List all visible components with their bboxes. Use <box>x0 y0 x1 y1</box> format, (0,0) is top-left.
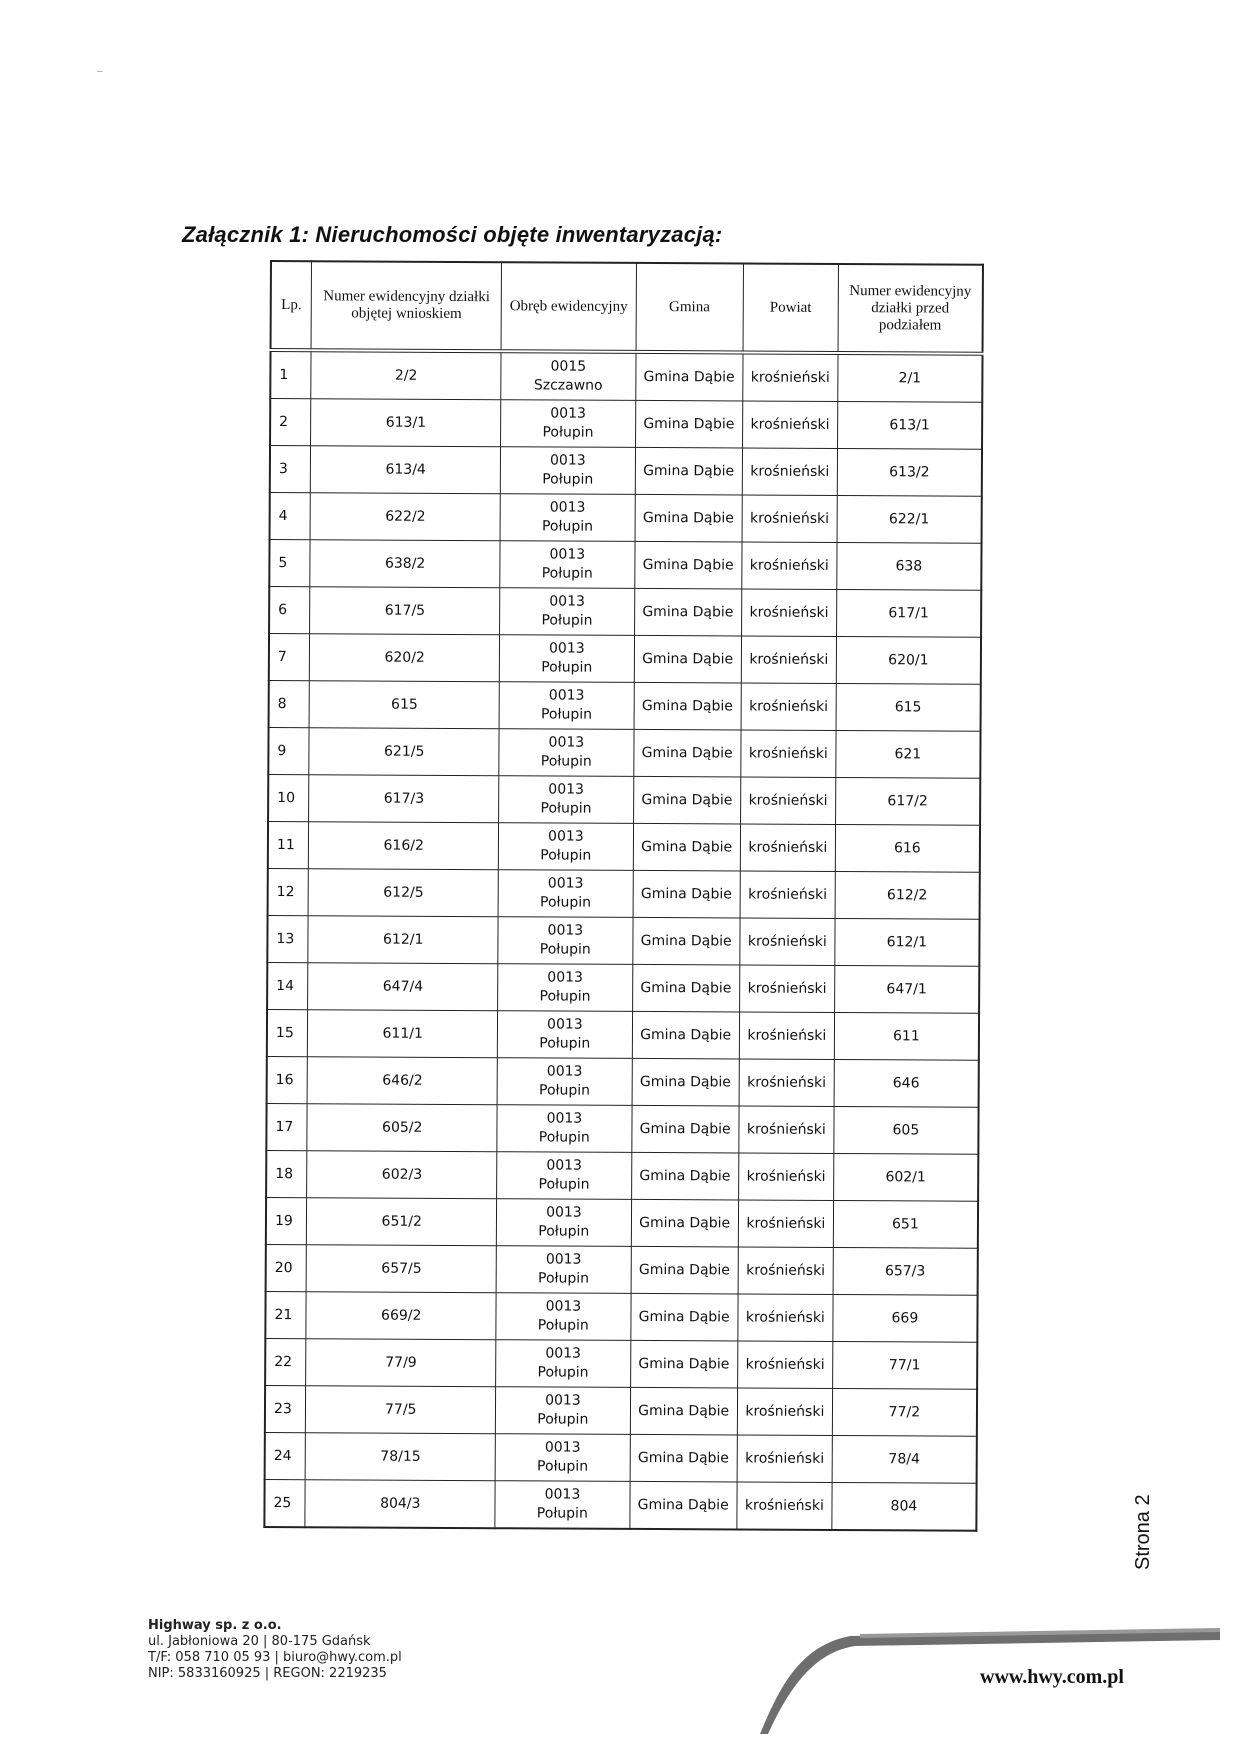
cell-obreb <box>497 1105 631 1153</box>
cell-obreb <box>498 870 632 918</box>
obreb-name: Połupin <box>538 1176 590 1193</box>
obreb-name: Połupin <box>540 706 593 723</box>
cell-gmina: Gmina Dąbie <box>630 1293 738 1341</box>
cell-przed: 617/2 <box>835 777 980 825</box>
page-number: Strona 2 <box>1132 1494 1154 1570</box>
cell-gmina: Gmina Dąbie <box>633 729 741 777</box>
table-row <box>268 821 980 872</box>
table-row <box>267 1009 979 1060</box>
cell-gmina: Gmina Dąbie <box>634 635 742 683</box>
obreb-code: 0013 <box>546 1063 583 1080</box>
cell-gmina: Gmina Dąbie <box>630 1340 738 1388</box>
header-gmina: Gmina <box>636 263 744 353</box>
cell-gmina: Gmina Dąbie <box>631 1152 739 1200</box>
cell-gmina: Gmina Dąbie <box>634 588 742 636</box>
cell-powiat: krośnieński <box>741 636 836 683</box>
table-row <box>270 493 982 544</box>
cell-gmina: Gmina Dąbie <box>635 400 743 448</box>
cell-lp: 19 <box>266 1197 307 1244</box>
obreb-name: Połupin <box>541 612 593 629</box>
table-row <box>267 915 979 966</box>
table-row <box>268 774 980 825</box>
cell-gmina: Gmina Dąbie <box>634 682 742 730</box>
cell-powiat: krośnieński <box>739 965 834 1012</box>
obreb-name: Połupin <box>540 800 592 817</box>
cell-lp: 25 <box>264 1479 305 1527</box>
cell-przed: 657/3 <box>833 1247 978 1295</box>
table-row <box>269 680 981 731</box>
obreb-name: Połupin <box>540 847 592 864</box>
cell-gmina: Gmina Dąbie <box>633 870 741 918</box>
obreb-name: Połupin <box>539 894 592 911</box>
cell-powiat: krośnieński <box>738 1341 833 1388</box>
cell-obreb <box>498 964 632 1012</box>
obreb-code: 0013 <box>545 1392 581 1409</box>
cell-obreb <box>501 400 635 448</box>
cell-lp: 13 <box>267 915 308 962</box>
obreb-code: 0013 <box>545 1251 582 1268</box>
cell-gmina: Gmina Dąbie <box>634 541 742 589</box>
footer-company-block <box>148 1618 402 1682</box>
cell-obreb <box>495 1434 629 1482</box>
cell-gmina: Gmina Dąbie <box>635 494 743 542</box>
cell-lp: 7 <box>269 634 310 681</box>
obreb-code: 0013 <box>546 1204 582 1221</box>
table-container <box>263 260 984 1532</box>
cell-lp: 17 <box>266 1103 307 1150</box>
cell-lp: 15 <box>267 1009 308 1056</box>
cell-przed: 616 <box>835 824 980 872</box>
cell-gmina: Gmina Dąbie <box>635 447 743 495</box>
obreb-name: Połupin <box>539 941 591 958</box>
cell-gmina: Gmina Dąbie <box>631 1199 739 1247</box>
cell-lp: 22 <box>265 1338 306 1385</box>
cell-lp: 2 <box>270 399 311 446</box>
cell-numer: 612/5 <box>308 869 498 917</box>
cell-obreb <box>500 541 634 589</box>
table-row <box>266 1197 978 1248</box>
cell-obreb <box>499 682 633 730</box>
obreb-code: 0013 <box>545 1345 582 1362</box>
cell-numer: 638/2 <box>310 540 500 588</box>
company-name: Highway sp. z o.o. <box>148 1618 282 1633</box>
cell-numer: 617/3 <box>309 775 499 823</box>
cell-lp: 12 <box>268 868 309 915</box>
cell-lp: 23 <box>265 1385 306 1432</box>
obreb-name: Połupin <box>538 1129 590 1146</box>
cell-powiat: krośnieński <box>740 777 835 824</box>
cell-obreb <box>500 588 634 636</box>
obreb-code: 0013 <box>549 640 585 657</box>
cell-lp: 21 <box>265 1291 306 1338</box>
cell-przed: 611 <box>834 1012 979 1060</box>
cell-przed: 602/1 <box>833 1153 978 1201</box>
cell-przed: 804 <box>832 1482 977 1530</box>
cell-obreb <box>499 823 633 871</box>
cell-lp: 11 <box>268 821 309 868</box>
cell-lp: 14 <box>267 962 308 1009</box>
cell-numer: 78/15 <box>305 1433 495 1481</box>
scan-speck: – <box>97 66 103 77</box>
obreb-name: Połupin <box>537 1317 589 1334</box>
cell-lp: 3 <box>270 446 311 493</box>
cell-przed: 621 <box>836 730 981 778</box>
obreb-name: Połupin <box>537 1364 589 1381</box>
table-row <box>266 1103 978 1154</box>
obreb-code: 0013 <box>546 1110 583 1127</box>
table-row <box>265 1432 977 1483</box>
obreb-code: 0013 <box>547 969 584 986</box>
obreb-name: Połupin <box>540 753 592 770</box>
cell-powiat: krośnieński <box>742 448 837 495</box>
cell-gmina: Gmina Dąbie <box>631 1105 739 1153</box>
cell-obreb <box>499 776 633 824</box>
cell-przed: 647/1 <box>834 965 979 1013</box>
cell-przed: 617/1 <box>836 589 981 637</box>
obreb-name: Połupin <box>536 1505 588 1522</box>
cell-obreb <box>498 917 632 965</box>
cell-powiat: krośnieński <box>739 1012 834 1059</box>
cell-gmina: Gmina Dąbie <box>632 1011 740 1059</box>
table-row <box>264 1479 976 1530</box>
obreb-code: 0013 <box>549 452 586 469</box>
obreb-name: Połupin <box>538 1270 590 1287</box>
cell-obreb <box>497 1152 631 1200</box>
table-header-row <box>271 261 983 354</box>
obreb-code: 0013 <box>548 828 584 845</box>
cell-obreb <box>497 1199 631 1247</box>
cell-numer: 612/1 <box>308 916 498 964</box>
page-title: Załącznik 1: Nieruchomości objęte inwentaryzacją: <box>182 222 723 247</box>
cell-gmina: Gmina Dąbie <box>633 823 741 871</box>
cell-powiat: krośnieński <box>742 401 837 448</box>
cell-obreb <box>496 1246 630 1294</box>
table-row <box>265 1385 977 1436</box>
obreb-code: 0013 <box>544 1439 581 1456</box>
footer-website: www.hwy.com.pl <box>980 1666 1124 1688</box>
cell-lp: 6 <box>269 587 310 634</box>
cell-obreb <box>496 1387 630 1435</box>
obreb-name: Połupin <box>541 659 593 676</box>
obreb-code: 0013 <box>549 499 586 516</box>
cell-przed: 613/2 <box>837 448 982 496</box>
header-numer: Numer ewidencyjny działki objętej wnioskiem <box>311 261 501 351</box>
obreb-code: 0013 <box>549 546 586 563</box>
cell-numer: 622/2 <box>310 493 500 541</box>
cell-przed: 612/2 <box>835 871 980 919</box>
cell-przed: 77/2 <box>832 1388 977 1436</box>
header-powiat: Powiat <box>743 263 838 352</box>
cell-lp: 8 <box>269 680 310 727</box>
cell-powiat: krośnieński <box>743 352 838 401</box>
cell-numer: 657/5 <box>306 1245 496 1293</box>
cell-numer: 651/2 <box>307 1198 497 1246</box>
cell-obreb <box>496 1293 630 1341</box>
cell-numer: 2/2 <box>311 350 501 399</box>
obreb-code: 0013 <box>548 734 585 751</box>
obreb-code: 0013 <box>544 1486 581 1503</box>
cell-przed: 78/4 <box>832 1435 977 1483</box>
cell-powiat: krośnieński <box>741 589 836 636</box>
cell-powiat: krośnieński <box>741 683 836 730</box>
cell-przed: 612/1 <box>835 918 980 966</box>
obreb-name: Połupin <box>539 1035 591 1052</box>
obreb-name: Połupin <box>541 565 593 582</box>
cell-powiat: krośnieński <box>737 1482 832 1530</box>
cell-obreb <box>501 351 635 400</box>
obreb-name: Połupin <box>542 424 594 441</box>
cell-numer: 669/2 <box>306 1292 496 1340</box>
table-row <box>265 1291 977 1342</box>
obreb-code: 0013 <box>545 1298 582 1315</box>
cell-lp: 9 <box>268 727 309 774</box>
cell-numer: 602/3 <box>307 1151 497 1199</box>
cell-lp: 4 <box>270 493 311 540</box>
cell-lp: 10 <box>268 774 309 821</box>
cell-powiat: krośnieński <box>738 1294 833 1341</box>
cell-obreb <box>498 1011 632 1059</box>
cell-powiat: krośnieński <box>740 918 835 965</box>
cell-gmina: Gmina Dąbie <box>635 352 743 401</box>
table-row <box>269 587 981 638</box>
table-row <box>270 399 982 450</box>
table-row <box>266 1150 978 1201</box>
obreb-code: 0013 <box>547 875 584 892</box>
cell-obreb <box>495 1481 629 1529</box>
cell-numer: 613/1 <box>311 399 501 447</box>
cell-przed: 622/1 <box>837 495 982 543</box>
cell-przed: 77/1 <box>833 1341 978 1389</box>
table-row <box>267 962 979 1013</box>
cell-obreb <box>497 1058 631 1106</box>
inventory-table <box>263 260 984 1532</box>
table-row <box>266 1244 978 1295</box>
obreb-name: Połupin <box>539 988 591 1005</box>
cell-numer: 77/9 <box>306 1339 496 1387</box>
cell-numer: 646/2 <box>307 1057 497 1105</box>
cell-powiat: krośnieński <box>738 1153 833 1200</box>
cell-lp: 24 <box>265 1432 306 1479</box>
cell-numer: 616/2 <box>309 822 499 870</box>
table-row <box>265 1338 977 1389</box>
cell-przed: 646 <box>834 1059 979 1107</box>
table-row <box>270 446 982 497</box>
header-przed: Numer ewidencyjny działki przed podziałem <box>838 264 983 354</box>
cell-obreb <box>496 1340 630 1388</box>
cell-przed: 615 <box>836 683 981 731</box>
cell-przed: 651 <box>833 1200 978 1248</box>
cell-lp: 5 <box>269 540 310 587</box>
cell-przed: 638 <box>837 542 982 590</box>
table-row <box>270 350 982 402</box>
obreb-code: 0013 <box>548 781 584 798</box>
obreb-name: Połupin <box>537 1458 589 1475</box>
cell-numer: 605/2 <box>307 1104 497 1152</box>
obreb-code: 0013 <box>550 405 586 422</box>
cell-przed: 605 <box>834 1106 979 1154</box>
cell-powiat: krośnieński <box>738 1200 833 1247</box>
cell-obreb <box>500 494 634 542</box>
obreb-code: 0013 <box>547 1016 583 1033</box>
table-row <box>268 727 980 778</box>
cell-gmina: Gmina Dąbie <box>630 1387 738 1435</box>
company-address: ul. Jabłoniowa 20 | 80-175 Gdańsk <box>148 1634 371 1649</box>
table-row <box>269 634 981 685</box>
obreb-name: Połupin <box>539 1082 591 1099</box>
cell-numer: 611/1 <box>308 1010 498 1058</box>
obreb-code: 0013 <box>547 922 584 939</box>
table-body <box>264 350 982 1531</box>
cell-numer: 647/4 <box>308 963 498 1011</box>
table-row <box>268 868 980 919</box>
cell-numer: 77/5 <box>306 1386 496 1434</box>
cell-gmina: Gmina Dąbie <box>632 1058 740 1106</box>
company-ids: NIP: 5833160925 | REGON: 2219235 <box>148 1666 387 1681</box>
cell-powiat: krośnieński <box>737 1435 832 1482</box>
company-contact: T/F: 058 710 05 93 | biuro@hwy.com.pl <box>148 1650 402 1665</box>
cell-powiat: krośnieński <box>739 1059 834 1106</box>
cell-numer: 804/3 <box>305 1480 495 1528</box>
cell-lp: 16 <box>267 1056 308 1103</box>
header-lp: Lp. <box>271 261 312 350</box>
cell-powiat: krośnieński <box>739 1106 834 1153</box>
cell-powiat: krośnieński <box>742 542 837 589</box>
cell-obreb <box>501 447 635 495</box>
obreb-code: 0013 <box>549 593 585 610</box>
obreb-name: Połupin <box>542 471 594 488</box>
cell-przed: 2/1 <box>838 353 983 402</box>
cell-obreb <box>499 729 633 777</box>
cell-powiat: krośnieński <box>740 871 835 918</box>
cell-przed: 613/1 <box>837 401 982 449</box>
cell-przed: 620/1 <box>836 636 981 684</box>
obreb-code: 0013 <box>548 687 585 704</box>
obreb-code: 0013 <box>546 1157 583 1174</box>
cell-lp: 20 <box>266 1244 307 1291</box>
cell-powiat: krośnieński <box>741 730 836 777</box>
table-row <box>267 1056 979 1107</box>
cell-numer: 620/2 <box>310 634 500 682</box>
header-obreb: Obręb ewidencyjny <box>501 262 636 352</box>
cell-gmina: Gmina Dąbie <box>632 917 740 965</box>
cell-gmina: Gmina Dąbie <box>629 1481 737 1529</box>
cell-gmina: Gmina Dąbie <box>631 1246 739 1294</box>
cell-powiat: krośnieński <box>737 1388 832 1435</box>
cell-lp: 18 <box>266 1150 307 1197</box>
cell-gmina: Gmina Dąbie <box>633 776 741 824</box>
obreb-name: Połupin <box>538 1223 590 1240</box>
obreb-code: 0015 <box>550 358 587 375</box>
cell-lp: 1 <box>270 350 311 399</box>
cell-przed: 669 <box>833 1294 978 1342</box>
cell-numer: 613/4 <box>311 446 501 494</box>
cell-obreb <box>500 635 634 683</box>
cell-numer: 621/5 <box>309 728 499 776</box>
cell-powiat: krośnieński <box>740 824 835 871</box>
cell-numer: 615 <box>309 681 499 729</box>
cell-powiat: krośnieński <box>742 495 837 542</box>
obreb-name: Połupin <box>541 518 594 535</box>
table-row <box>269 540 981 591</box>
obreb-name: Szczawno <box>533 377 603 394</box>
cell-gmina: Gmina Dąbie <box>630 1434 738 1482</box>
obreb-name: Połupin <box>537 1411 589 1428</box>
cell-gmina: Gmina Dąbie <box>632 964 740 1012</box>
cell-numer: 617/5 <box>310 587 500 635</box>
cell-powiat: krośnieński <box>738 1247 833 1294</box>
